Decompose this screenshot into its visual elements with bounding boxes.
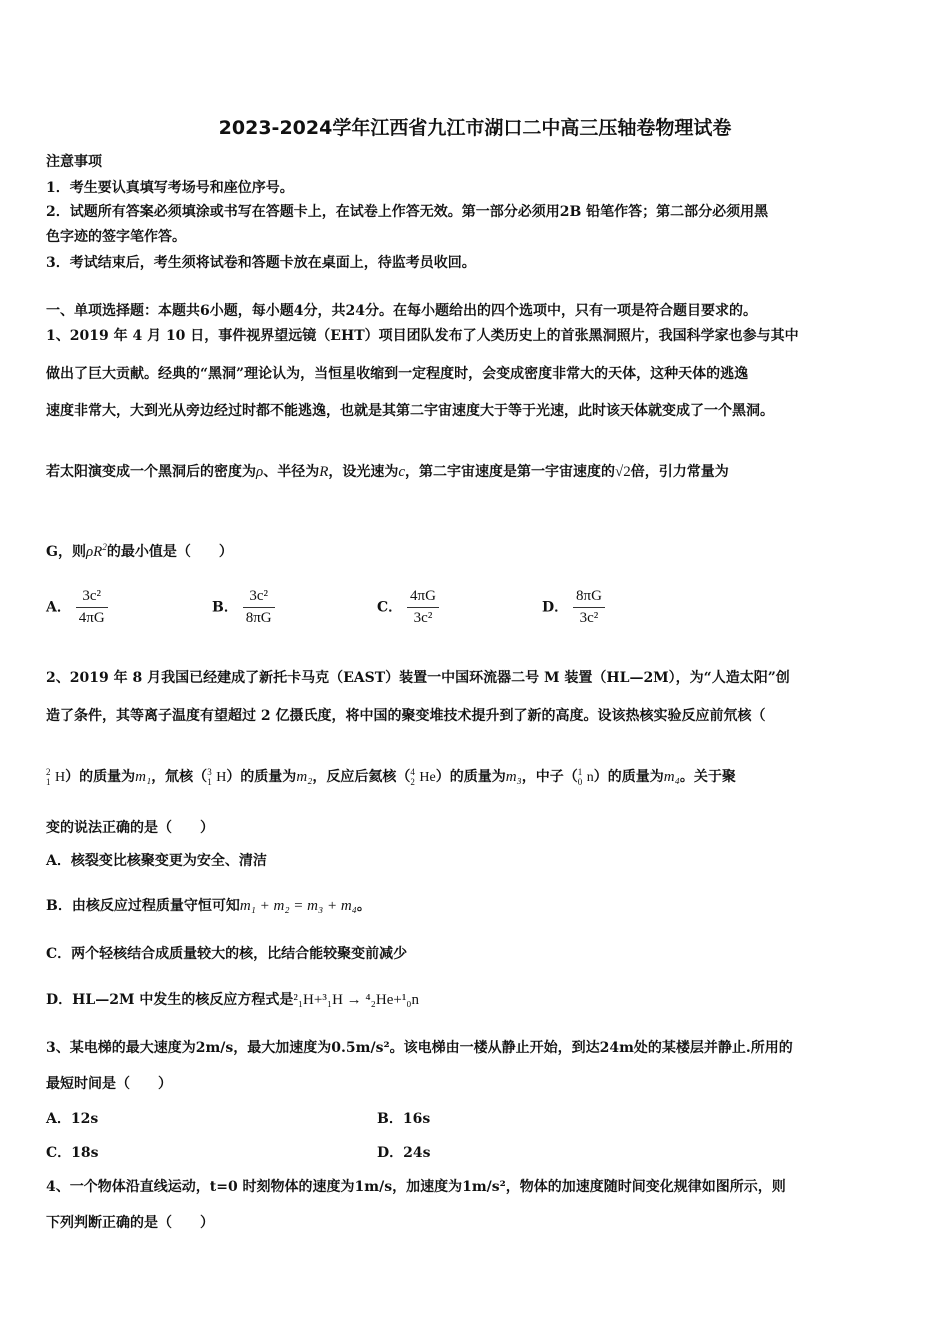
q1-text: 倍，引力常量为 bbox=[630, 464, 729, 480]
option-label: B． bbox=[212, 599, 238, 616]
q2-line-4: 变的说法正确的是（ ） bbox=[46, 820, 214, 836]
q2-text: ）的质量为 bbox=[593, 769, 664, 785]
option-text: 。 bbox=[356, 898, 371, 914]
q1-line-1: 1、2019 年 4 月 10 日，事件视界望远镜（EHT）项目团队发布了人类历史上的首张黑洞照片，我国科学家也参与其中 bbox=[46, 328, 799, 344]
deuterium-symbol: 2 1 H bbox=[46, 767, 66, 787]
symbol-rho-r: ρR bbox=[85, 544, 103, 560]
q2-line-2: 造了条件，其等离子温度有望超过 2 亿摄氏度，将中国的聚变堆技术提升到了新的高度。设该热核实验反应前氘核（ bbox=[46, 708, 766, 724]
helium-symbol: 4 2 He bbox=[410, 767, 436, 787]
option-fraction bbox=[76, 588, 108, 627]
nuclide-letter: He bbox=[419, 770, 436, 785]
q3-line-1: 3、某电梯的最大速度为2m/s，最大加速度为0.5m/s²。该电梯由一楼从静止开始，到达24m处的某楼层并静止.所用的 bbox=[46, 1040, 793, 1056]
nuclide-letter: H bbox=[216, 770, 227, 785]
symbol-rho: ρ bbox=[256, 464, 264, 480]
option-text: B．由核反应过程质量守恒可知 bbox=[46, 898, 240, 914]
option-text: D．HL—2M 中发生的核反应方程式是 bbox=[46, 992, 294, 1008]
fraction-denominator: 4πG bbox=[78, 610, 105, 626]
notice-item-3: 3．考试结束后，考生须将试卷和答题卡放在桌面上，待监考员收回。 bbox=[46, 255, 476, 271]
q1-option-c[interactable] bbox=[377, 588, 439, 627]
option-fraction bbox=[573, 588, 605, 627]
q1-text: ，设光速为 bbox=[328, 464, 399, 480]
symbol-m3: m₃ bbox=[505, 769, 522, 785]
q2-option-b[interactable] bbox=[46, 896, 906, 916]
fraction-numerator: 3c² bbox=[76, 588, 108, 608]
nuclide-letter: H bbox=[55, 770, 66, 785]
symbol-exponent: 2 bbox=[102, 542, 107, 552]
option-label: C． bbox=[377, 599, 403, 616]
notice-item-1: 1．考生要认真填写考场号和座位序号。 bbox=[46, 180, 294, 196]
tritium-symbol: 3 1 H bbox=[207, 767, 227, 787]
q2-text: ，中子（ bbox=[521, 769, 578, 785]
q2-text: ）的质量为 bbox=[226, 769, 297, 785]
q2-text: ）的质量为 bbox=[65, 769, 136, 785]
q2-text: ）的质量为 bbox=[435, 769, 506, 785]
q3-option-c[interactable]: C．18s bbox=[46, 1145, 99, 1161]
symbol-m4: m₄ bbox=[663, 769, 680, 785]
option-label: A． bbox=[46, 599, 71, 616]
q4-line-2: 下列判断正确的是（ ） bbox=[46, 1215, 214, 1231]
notice-item-2-cont: 色字迹的签字笔作答。 bbox=[46, 229, 186, 245]
q2-option-d[interactable] bbox=[46, 990, 906, 1010]
fraction-numerator: 3c² bbox=[243, 588, 275, 608]
q2-line-1: 2、2019 年 8 月我国已经建成了新托卡马克（EAST）装置一中国环流器二号 M 装置（HL—2M），为“人造太阳”创 bbox=[46, 670, 790, 686]
nuclear-equation: ²₁H+³₁H → ⁴₂He+¹₀n bbox=[293, 992, 420, 1008]
fraction-numerator: 8πG bbox=[573, 588, 605, 608]
q2-text: 。关于聚 bbox=[679, 769, 736, 785]
q2-line-3 bbox=[46, 767, 906, 788]
q1-text: 、半径为 bbox=[263, 464, 320, 480]
q3-option-b[interactable]: B．16s bbox=[377, 1111, 431, 1127]
symbol-r: R bbox=[319, 464, 329, 480]
neutron-symbol: 1 0 n bbox=[577, 767, 594, 787]
q1-text: G，则 bbox=[46, 544, 86, 560]
page-title: 2023-2024学年江西省九江市湖口二中高三压轴卷物理试卷 bbox=[218, 117, 732, 139]
q1-option-b[interactable] bbox=[212, 588, 275, 627]
q3-option-d[interactable]: D．24s bbox=[377, 1145, 431, 1161]
q2-text: ，反应后氦核（ bbox=[312, 769, 411, 785]
q2-option-c[interactable]: C．两个轻核结合成质量较大的核，比结合能较聚变前减少 bbox=[46, 946, 408, 962]
q3-line-2: 最短时间是（ ） bbox=[46, 1076, 172, 1092]
q1-text: 若太阳演变成一个黑洞后的密度为 bbox=[46, 464, 256, 480]
q1-option-d[interactable] bbox=[542, 588, 605, 627]
option-fraction bbox=[407, 588, 439, 627]
q1-text: 的最小值是（ ） bbox=[106, 544, 233, 560]
q3-option-a[interactable]: A．12s bbox=[46, 1111, 99, 1127]
q1-line-3: 速度非常大，大到光从旁边经过时都不能逃逸，也就是其第二宇宙速度大于等于光速，此时该天体就变成了一个黑洞。 bbox=[46, 403, 774, 419]
nuclide-letter: n bbox=[586, 770, 594, 785]
fraction-numerator: 4πG bbox=[407, 588, 439, 608]
q2-option-a[interactable]: A．核裂变比核聚变更为安全、清洁 bbox=[46, 853, 267, 869]
q1-option-a[interactable] bbox=[46, 588, 108, 627]
option-label: D． bbox=[542, 599, 569, 616]
symbol-m1: m₁ bbox=[135, 769, 152, 785]
fraction-denominator: 3c² bbox=[413, 610, 433, 626]
notice-item-2: 2．试题所有答案必须填涂或书写在答题卡上，在试卷上作答无效。第一部分必须用2B 铅笔作答；第二部分必须用黑 bbox=[46, 204, 769, 220]
symbol-sqrt2: √2 bbox=[615, 464, 631, 480]
fraction-denominator: 8πG bbox=[245, 610, 272, 626]
symbol-c: c bbox=[398, 464, 406, 480]
option-fraction bbox=[243, 588, 275, 627]
q4-line-1: 4、一个物体沿直线运动，t=0 时刻物体的速度为1m/s，加速度为1m/s²，物体的加速度随时间变化规律如图所示，则 bbox=[46, 1179, 786, 1195]
q1-text: ，第二宇宙速度是第一宇宙速度的 bbox=[405, 464, 616, 480]
q1-line-5 bbox=[46, 537, 906, 562]
q2-text: ，氚核（ bbox=[151, 769, 208, 785]
q1-line-4 bbox=[46, 462, 906, 482]
symbol-rho-r-squared bbox=[86, 544, 107, 560]
section-heading: 一、单项选择题：本题共6小题，每小题4分，共24分。在每小题给出的四个选项中，只有一项是符合题目要求的。 bbox=[46, 303, 757, 319]
symbol-m2: m₂ bbox=[296, 769, 313, 785]
notice-heading: 注意事项 bbox=[46, 154, 102, 170]
q1-line-2: 做出了巨大贡献。经典的“黑洞”理论认为，当恒星收缩到一定程度时，会变成密度非常大的天体，这种天体的逃逸 bbox=[46, 366, 749, 382]
fraction-denominator: 3c² bbox=[579, 610, 599, 626]
mass-equation: m₁ + m₂ = m₃ + m₄ bbox=[239, 898, 357, 914]
